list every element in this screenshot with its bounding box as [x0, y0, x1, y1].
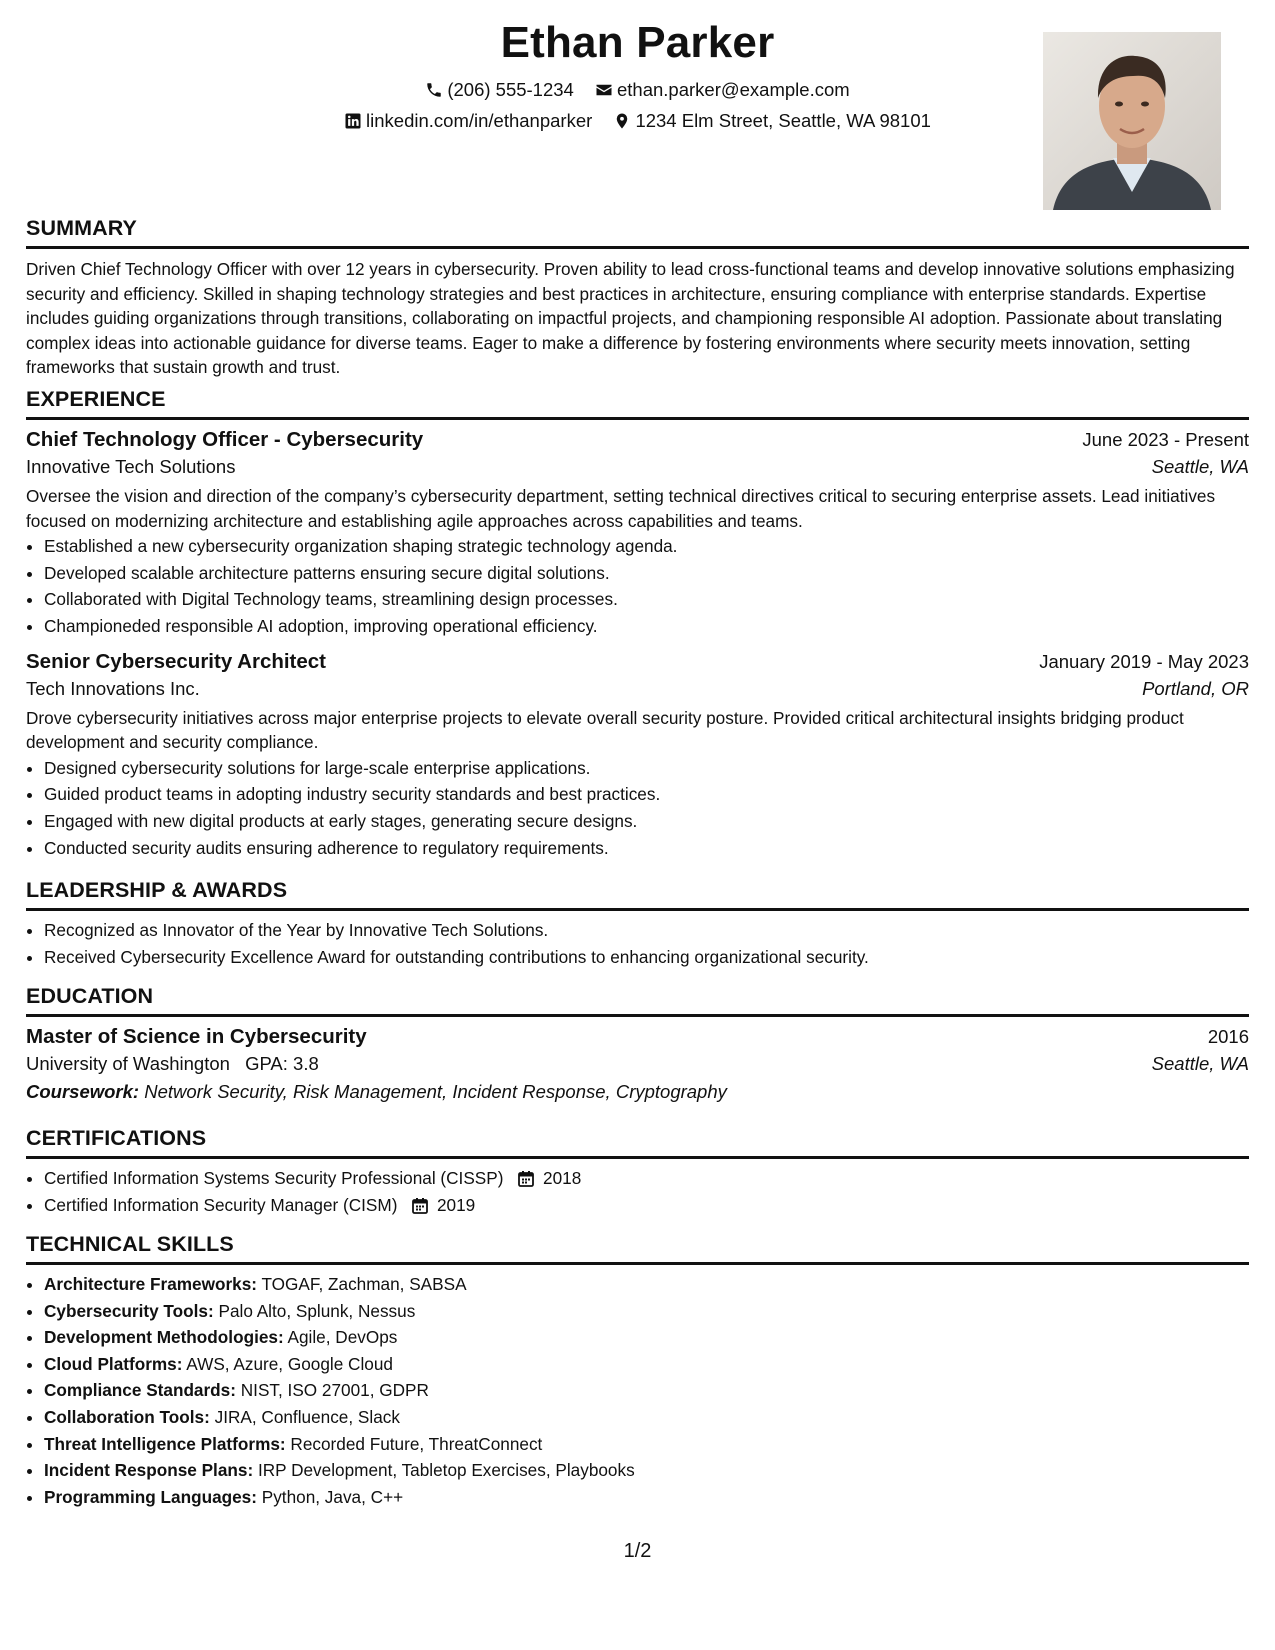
job-location: Portland, OR	[1142, 677, 1249, 699]
education-section	[26, 984, 1249, 1103]
list-item	[44, 1377, 1249, 1404]
list-item	[44, 1457, 1249, 1484]
section-title: TECHNICAL SKILLS	[26, 1232, 1249, 1265]
phone-contact[interactable]	[425, 79, 574, 101]
list-item: • Received Cybersecurity Excellence Award for outstanding contributions to enhancing organizational security.	[44, 944, 1249, 971]
list-item	[44, 1192, 1249, 1219]
list-item: • Collaborated with Digital Technology teams, streamlining design processes.	[44, 586, 1249, 613]
job-entry	[26, 650, 1249, 862]
coursework	[26, 1081, 1249, 1103]
email-text: ethan.parker@example.com	[616, 79, 850, 100]
job-description: Oversee the vision and direction of the company’s cybersecurity department, setting technical directives critical to securing enterprise assets. Lead initiatives focused on modernizing architecture and establishing agile approaches across capabilities and teams.	[26, 486, 1216, 531]
linkedin-text: linkedin.com/in/ethanparker	[366, 110, 593, 131]
list-item: • Recognized as Innovator of the Year by Innovative Tech Solutions.	[44, 917, 1249, 944]
awards-list	[26, 917, 1249, 970]
company-name: Innovative Tech Solutions	[26, 456, 236, 477]
job-date: June 2023 - Present	[1082, 429, 1249, 450]
skill-label: Cloud Platforms:	[44, 1353, 183, 1374]
degree-title: Master of Science in Cybersecurity	[26, 1025, 367, 1048]
list-item: • Designed cybersecurity solutions for large-scale enterprise applications.	[44, 755, 1249, 782]
summary-section	[26, 216, 1249, 380]
list-item	[44, 1298, 1249, 1325]
list-item	[44, 1484, 1249, 1511]
skill-label: Programming Languages:	[44, 1486, 257, 1507]
profile-photo	[1043, 32, 1221, 210]
phone-text: (206) 555-1234	[447, 79, 574, 100]
section-title: CERTIFICATIONS	[26, 1126, 1249, 1159]
list-item: • Developed scalable architecture patterns ensuring secure digital solutions.	[44, 560, 1249, 587]
skill-value: JIRA, Confluence, Slack	[214, 1406, 400, 1427]
school-location: Seattle, WA	[1151, 1053, 1249, 1074]
experience-section	[26, 387, 1249, 861]
list-item: • Guided product teams in adopting industry security standards and best practices.	[44, 781, 1249, 808]
skill-value: Agile, DevOps	[287, 1327, 398, 1348]
company-name: Tech Innovations Inc.	[26, 677, 200, 699]
resume-header	[26, 0, 1249, 215]
address-contact	[613, 110, 931, 132]
leadership-section	[26, 878, 1249, 970]
graduation-year: 2016	[1207, 1026, 1249, 1047]
skill-value: IRP Development, Tabletop Exercises, Playbooks	[257, 1460, 635, 1481]
list-item: • Engaged with new digital products at early stages, generating secure designs.	[44, 808, 1249, 835]
skill-value: AWS, Azure, Google Cloud	[186, 1353, 393, 1374]
certification-name: Certified Information Security Manager (CISM)	[44, 1194, 398, 1215]
job-entry	[26, 428, 1249, 640]
skill-value: NIST, ISO 27001, GDPR	[240, 1380, 429, 1401]
certification-year: 2019	[436, 1194, 476, 1215]
skill-label: Compliance Standards:	[44, 1380, 236, 1401]
list-item	[44, 1431, 1249, 1458]
list-item	[44, 1404, 1249, 1431]
skill-value: Palo Alto, Splunk, Nessus	[218, 1300, 416, 1321]
list-item	[44, 1351, 1249, 1378]
skill-label: Incident Response Plans:	[44, 1460, 254, 1481]
map-pin-icon	[613, 112, 631, 130]
certification-name: Certified Information Systems Security Professional (CISSP)	[44, 1168, 504, 1188]
list-item: • Championeded responsible AI adoption, improving operational efficiency.	[44, 613, 1249, 640]
certifications-list	[26, 1165, 1249, 1218]
job-title: Chief Technology Officer - Cybersecurity	[26, 428, 424, 451]
section-title: LEADERSHIP & AWARDS	[26, 878, 1249, 911]
portrait-image	[1043, 32, 1221, 210]
address-text: 1234 Elm Street, Seattle, WA 98101	[635, 110, 931, 131]
section-title: SUMMARY	[26, 216, 1249, 249]
job-bullets	[26, 755, 1249, 861]
list-item	[44, 1271, 1249, 1298]
school-name: University of Washington	[26, 1053, 230, 1074]
calendar-icon	[518, 1170, 534, 1187]
certification-year: 2018	[543, 1168, 582, 1188]
email-contact[interactable]	[595, 79, 850, 101]
skill-value: Python, Java, C++	[261, 1486, 404, 1507]
page-number: 1/2	[623, 1540, 652, 1562]
envelope-icon	[595, 81, 613, 99]
skills-section	[26, 1232, 1249, 1510]
certifications-section	[26, 1126, 1249, 1218]
calendar-icon	[412, 1197, 428, 1214]
job-description: Drove cybersecurity initiatives across major enterprise projects to elevate overall security posture. Provided critical architectural insights bridging product development and security compliance.	[26, 707, 1184, 753]
candidate-name: Ethan Parker	[500, 18, 775, 67]
job-date: January 2019 - May 2023	[1039, 650, 1249, 672]
linkedin-contact[interactable]	[344, 110, 592, 132]
job-location: Seattle, WA	[1151, 456, 1249, 477]
job-bullets	[26, 533, 1249, 639]
section-title: EDUCATION	[26, 984, 1249, 1017]
skill-label: Development Methodologies:	[44, 1327, 284, 1348]
phone-icon	[425, 81, 443, 99]
skill-value: Recorded Future, ThreatConnect	[290, 1433, 543, 1454]
skill-label: Cybersecurity Tools:	[44, 1300, 214, 1321]
skills-list	[26, 1271, 1249, 1510]
skill-label: Collaboration Tools:	[44, 1406, 210, 1427]
coursework-label: Coursework:	[26, 1081, 140, 1102]
skill-value: TOGAF, Zachman, SABSA	[261, 1274, 467, 1294]
job-title: Senior Cybersecurity Architect	[26, 649, 327, 673]
skill-label: Architecture Frameworks:	[44, 1274, 258, 1294]
gpa: GPA: 3.8	[245, 1053, 319, 1074]
list-item	[44, 1324, 1249, 1351]
skill-label: Threat Intelligence Platforms:	[44, 1433, 286, 1454]
list-item	[44, 1165, 1249, 1192]
summary-text: Driven Chief Technology Officer with over 12 years in cybersecurity. Proven ability to lead cross-functional teams and develop innovative solutions emphasizing security and efficiency. Skilled in shaping technology strategies and best practices in architecture, ensuring compliance with enterprise standards. Expertise includes guiding organizations through transitions, collaborating on impactful projects, and championing responsible AI adoption. Passionate about translating complex ideas into actionable guidance for diverse teams. Eager to make a difference by fostering environments where security meets innovation, setting frameworks that sustain growth and trust.	[26, 259, 1235, 378]
coursework-text: Network Security, Risk Management, Incident Response, Cryptography	[144, 1081, 727, 1102]
section-title: EXPERIENCE	[26, 387, 1249, 420]
linkedin-icon	[344, 112, 362, 130]
list-item: • Conducted security audits ensuring adherence to regulatory requirements.	[44, 835, 1249, 862]
list-item: • Established a new cybersecurity organization shaping strategic technology agenda.	[44, 533, 1249, 560]
resume-page	[26, 0, 1249, 1562]
